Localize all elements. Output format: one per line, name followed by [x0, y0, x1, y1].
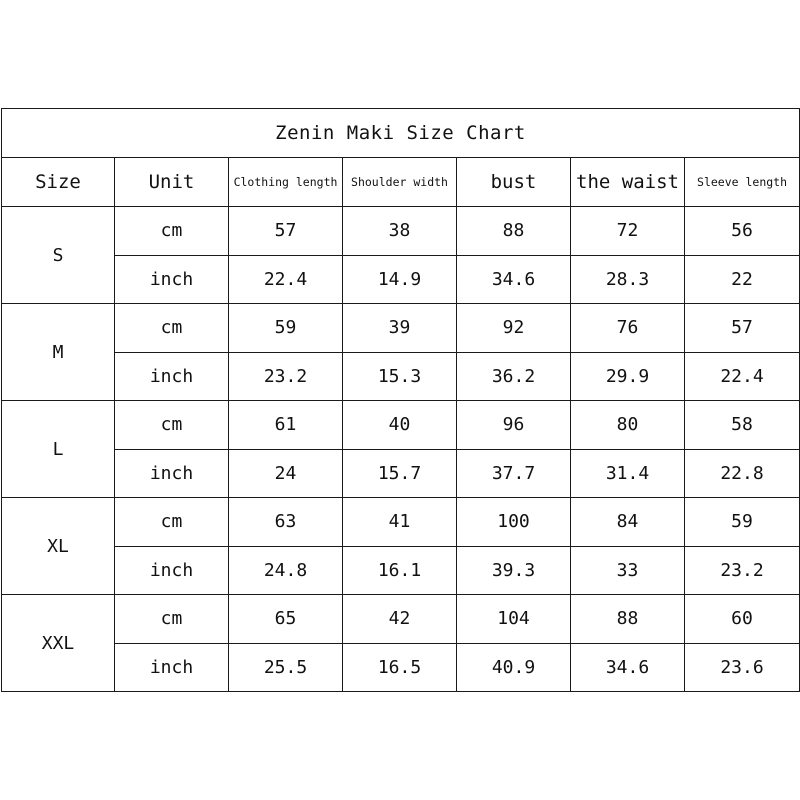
measurement-cell: 76 [571, 304, 685, 353]
measurement-cell: 100 [457, 498, 571, 547]
measurement-cell: 72 [571, 207, 685, 256]
unit-label: inch [115, 643, 229, 692]
size-label: XL [2, 498, 115, 595]
header-size: Size [2, 158, 115, 207]
measurement-cell: 14.9 [343, 255, 457, 304]
header-clothing-length: Clothing length [229, 158, 343, 207]
table-row [2, 207, 800, 256]
measurement-cell: 59 [685, 498, 800, 547]
measurement-cell: 16.1 [343, 546, 457, 595]
measurement-cell: 31.4 [571, 449, 685, 498]
chart-title: Zenin Maki Size Chart [2, 109, 800, 158]
measurement-cell: 37.7 [457, 449, 571, 498]
measurement-cell: 22 [685, 255, 800, 304]
measurement-cell: 28.3 [571, 255, 685, 304]
size-label: XXL [2, 595, 115, 692]
measurement-cell: 34.6 [571, 643, 685, 692]
size-label: M [2, 304, 115, 401]
unit-label: inch [115, 352, 229, 401]
measurement-cell: 96 [457, 401, 571, 450]
table-row [2, 498, 800, 547]
measurement-cell: 84 [571, 498, 685, 547]
measurement-cell: 16.5 [343, 643, 457, 692]
measurement-cell: 24.8 [229, 546, 343, 595]
table-row [2, 401, 800, 450]
table-row [2, 352, 800, 401]
size-label: S [2, 207, 115, 304]
measurement-cell: 23.2 [685, 546, 800, 595]
size-chart-table [1, 108, 800, 692]
measurement-cell: 61 [229, 401, 343, 450]
size-label: L [2, 401, 115, 498]
measurement-cell: 22.8 [685, 449, 800, 498]
measurement-cell: 58 [685, 401, 800, 450]
unit-label: cm [115, 304, 229, 353]
measurement-cell: 40.9 [457, 643, 571, 692]
measurement-cell: 39 [343, 304, 457, 353]
unit-label: inch [115, 449, 229, 498]
measurement-cell: 39.3 [457, 546, 571, 595]
header-shoulder-width: Shoulder width [343, 158, 457, 207]
measurement-cell: 33 [571, 546, 685, 595]
measurement-cell: 29.9 [571, 352, 685, 401]
measurement-cell: 41 [343, 498, 457, 547]
size-chart-container [1, 108, 799, 692]
unit-label: cm [115, 595, 229, 644]
measurement-cell: 38 [343, 207, 457, 256]
measurement-cell: 57 [229, 207, 343, 256]
header-waist: the waist [571, 158, 685, 207]
table-row [2, 304, 800, 353]
unit-label: cm [115, 207, 229, 256]
table-row [2, 643, 800, 692]
measurement-cell: 56 [685, 207, 800, 256]
unit-label: inch [115, 255, 229, 304]
header-bust: bust [457, 158, 571, 207]
measurement-cell: 92 [457, 304, 571, 353]
measurement-cell: 23.6 [685, 643, 800, 692]
measurement-cell: 80 [571, 401, 685, 450]
table-row [2, 449, 800, 498]
measurement-cell: 65 [229, 595, 343, 644]
unit-label: inch [115, 546, 229, 595]
measurement-cell: 15.7 [343, 449, 457, 498]
measurement-cell: 25.5 [229, 643, 343, 692]
table-row [2, 255, 800, 304]
measurement-cell: 42 [343, 595, 457, 644]
measurement-cell: 15.3 [343, 352, 457, 401]
measurement-cell: 22.4 [685, 352, 800, 401]
measurement-cell: 57 [685, 304, 800, 353]
measurement-cell: 34.6 [457, 255, 571, 304]
measurement-cell: 59 [229, 304, 343, 353]
table-row [2, 546, 800, 595]
unit-label: cm [115, 401, 229, 450]
measurement-cell: 40 [343, 401, 457, 450]
measurement-cell: 88 [457, 207, 571, 256]
header-sleeve-length: Sleeve length [685, 158, 800, 207]
measurement-cell: 63 [229, 498, 343, 547]
measurement-cell: 24 [229, 449, 343, 498]
measurement-cell: 36.2 [457, 352, 571, 401]
measurement-cell: 22.4 [229, 255, 343, 304]
header-unit: Unit [115, 158, 229, 207]
header-row [2, 158, 800, 207]
measurement-cell: 88 [571, 595, 685, 644]
measurement-cell: 23.2 [229, 352, 343, 401]
unit-label: cm [115, 498, 229, 547]
measurement-cell: 60 [685, 595, 800, 644]
table-row [2, 595, 800, 644]
measurement-cell: 104 [457, 595, 571, 644]
